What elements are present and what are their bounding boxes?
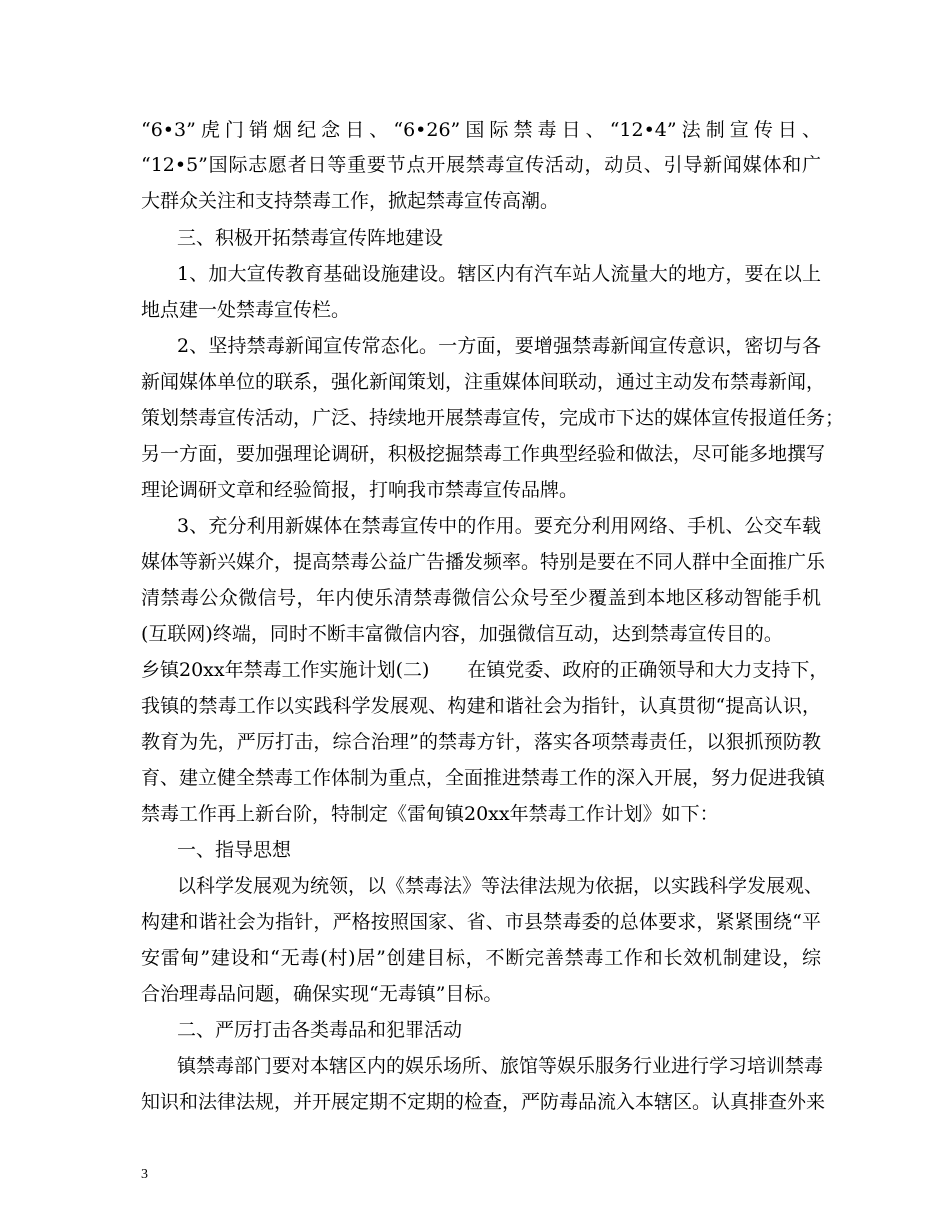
text-line: 1、加大宣传教育基础设施建设。辖区内有汽车站人流量大的地方，要在以上: [177, 263, 821, 285]
text-line: 安雷甸”建设和“无毒(村)居”创建目标，不断完善禁毒工作和长效机制建设，综: [141, 947, 821, 969]
text-line: (互联网)终端，同时不断丰富微信内容，加强微信互动，达到禁毒宣传目的。: [141, 623, 783, 645]
text-line: 合治理毒品问题，确保实现“无毒镇”目标。: [141, 983, 503, 1005]
text-line: 育、建立健全禁毒工作体制为重点，全面推进禁毒工作的深入开展，努力促进我镇: [141, 767, 826, 789]
text-line: 禁毒工作再上新台阶，特制定《雷甸镇20xx年禁毒工作计划》如下：: [141, 803, 719, 825]
text-line: 大群众关注和支持禁毒工作，掀起禁毒宣传高潮。: [141, 190, 560, 212]
text-line: 我镇的禁毒工作以实践科学发展观、构建和谐社会为指针，认真贯彻“提高认识，: [141, 695, 821, 717]
text-line: 镇禁毒部门要对本辖区内的娱乐场所、旅馆等娱乐服务行业进行学习培训禁毒: [177, 1055, 824, 1077]
page-number: 3: [141, 1167, 148, 1182]
text-line: 清禁毒公众微信号，年内使乐清禁毒微信公众号至少覆盖到本地区移动智能手机: [141, 587, 821, 609]
section-heading: 二、严厉打击各类毒品和犯罪活动: [177, 1019, 463, 1041]
text-line: 教育为先，严厉打击，综合治理”的禁毒方针，落实各项禁毒责任，以狠抓预防教: [141, 731, 821, 753]
text-line: 以科学发展观为统领，以《禁毒法》等法律法规为依据，以实践科学发展观、: [177, 875, 824, 897]
text-line: 构建和谐社会为指针，严格按照国家、省、市县禁毒委的总体要求，紧紧围绕“平: [141, 911, 821, 933]
text-line: 新闻媒体单位的联系，强化新闻策划，注重媒体间联动，通过主动发布禁毒新闻，: [141, 371, 826, 393]
text-line: 3、充分利用新媒体在禁毒宣传中的作用。要充分利用网络、手机、公交车载: [177, 515, 821, 537]
text-line: 理论调研文章和经验简报，打响我市禁毒宣传品牌。: [141, 479, 579, 501]
text-line: 2、坚持禁毒新闻宣传常态化。一方面，要增强禁毒新闻宣传意识，密切与各: [177, 335, 821, 357]
text-line: 乡镇20xx年禁毒工作实施计划(二) 在镇党委、政府的正确领导和大力支持下，: [141, 659, 829, 681]
text-line: 地点建一处禁毒宣传栏。: [141, 299, 351, 321]
text-line: 知识和法律法规，并开展定期不定期的检查，严防毒品流入本辖区。认真排查外来: [141, 1091, 826, 1113]
text-line: 媒体等新兴媒介，提高禁毒公益广告播发频率。特别是要在不同人群中全面推广乐: [141, 551, 826, 573]
text-line: “6•3”虎门销烟纪念日、“6•26”国际禁毒日、“12•4”法制宣传日、: [141, 119, 821, 141]
text-line: 策划禁毒宣传活动，广泛、持续地开展禁毒宣传，完成市下达的媒体宣传报道任务；: [141, 407, 845, 429]
text-line: “12•5”国际志愿者日等重要节点开展禁毒宣传活动，动员、引导新闻媒体和广: [141, 154, 821, 176]
section-heading: 三、积极开拓禁毒宣传阵地建设: [177, 227, 444, 249]
text-line: 另一方面，要加强理论调研，积极挖掘禁毒工作典型经验和做法，尽可能多地撰写: [141, 443, 826, 465]
section-heading: 一、指导思想: [177, 839, 292, 861]
